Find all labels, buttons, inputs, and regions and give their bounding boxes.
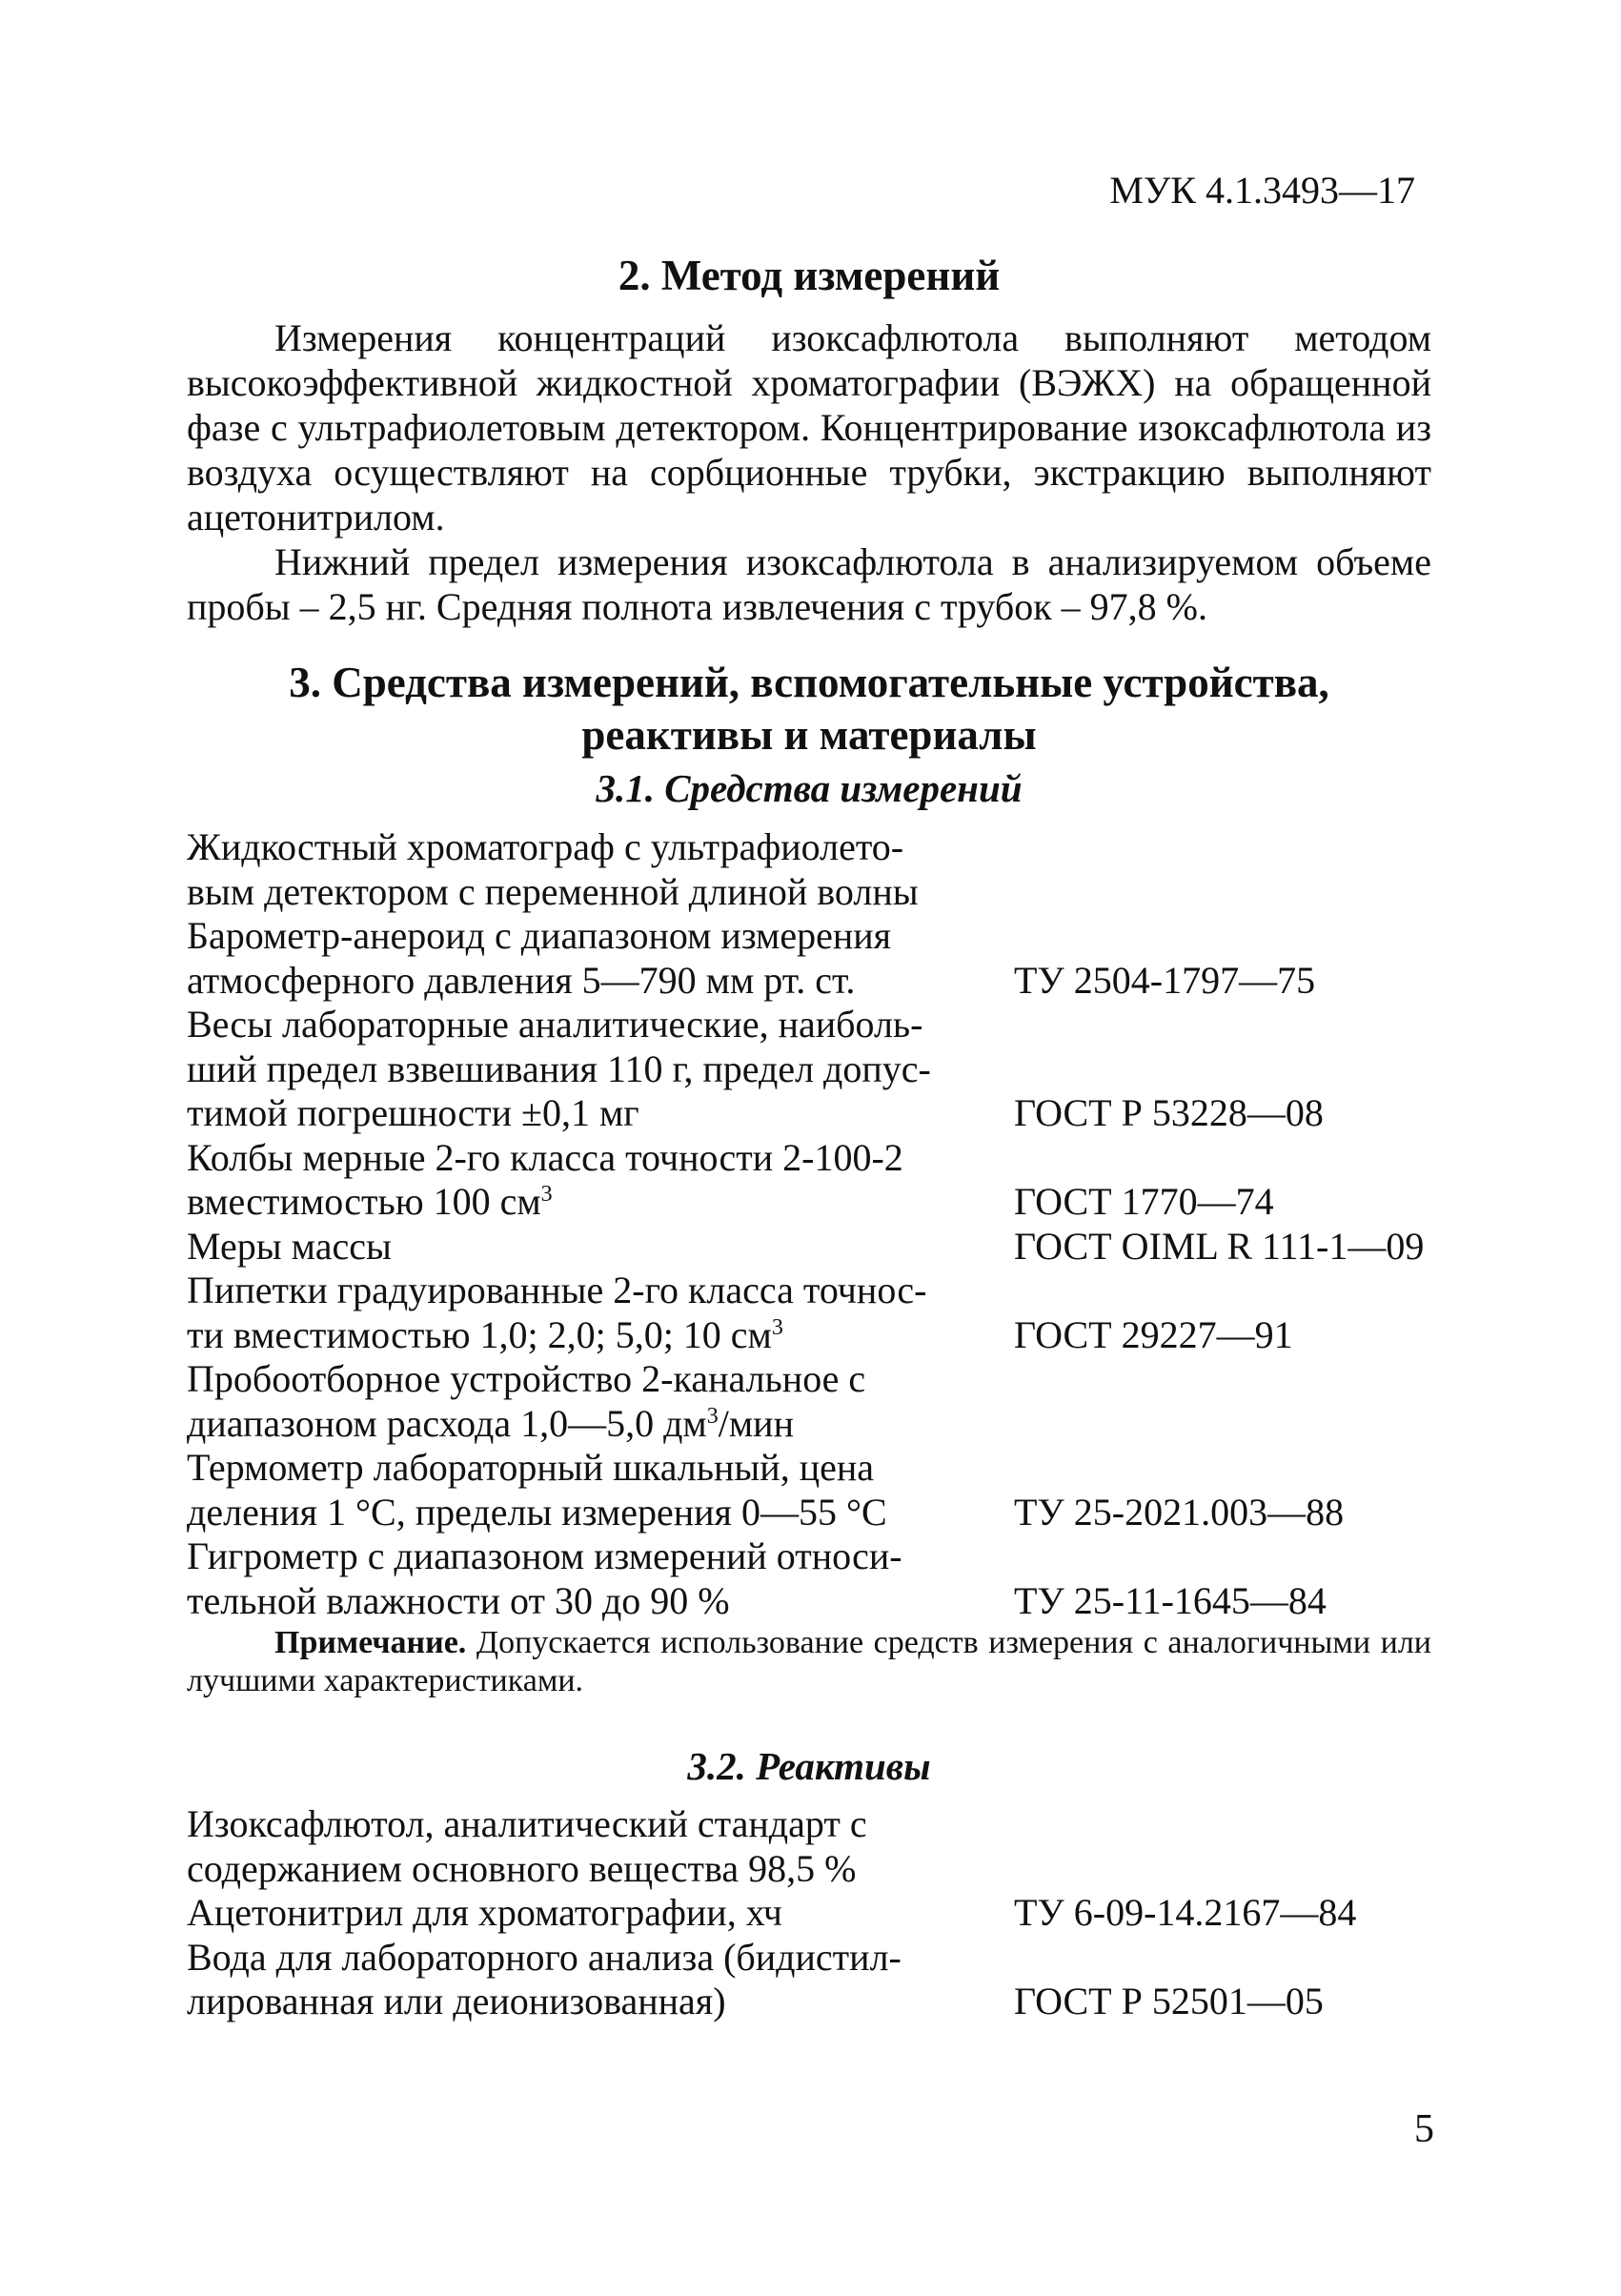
list-item bbox=[187, 1225, 1483, 1270]
item-standard: ТУ 6-09-14.2167—84 bbox=[1014, 1891, 1357, 1934]
subsection-3-2-title: 3.2. Реактивы bbox=[687, 1744, 931, 1788]
item-name: Меры массы bbox=[187, 1224, 392, 1268]
list-item bbox=[187, 825, 1483, 914]
document-code: МУК 4.1.3493—17 bbox=[1109, 169, 1415, 212]
item-standard: ГОСТ Р 52501—05 bbox=[1014, 1980, 1324, 2022]
item-name: Колбы мерные 2-го класса точности 2-100-2 вместимостью 100 $см^3$ bbox=[187, 1135, 903, 1223]
section-3-title-line-1: 3. Средства измерений, вспомогательные устройства, bbox=[289, 659, 1329, 706]
list-item bbox=[187, 1136, 1483, 1225]
item-name: Пробоотборное устройство 2-канальное с диапазоном расхода 1,0—5,0 $дм^3$/мин bbox=[187, 1357, 866, 1445]
list-item bbox=[187, 1891, 1483, 1936]
item-standard: ТУ 25-11-1645—84 bbox=[1014, 1578, 1327, 1622]
item-standard: ТУ 25-2021.003—88 bbox=[1014, 1490, 1345, 1534]
list-item bbox=[187, 1269, 1483, 1357]
list-item bbox=[187, 1534, 1483, 1623]
section-2-paragraph-2: Нижний предел измерения изоксафлютола в анализируемом объеме пробы – 2,5 нг. Средняя полнота извлечения с трубок – 97,8 %. bbox=[187, 540, 1431, 628]
list-item bbox=[187, 1936, 1483, 2024]
section-2-title: 2. Метод измерений bbox=[618, 252, 1001, 299]
item-standard: ГОСТ OIML R 111-1—09 bbox=[1014, 1224, 1425, 1268]
item-standard: ГОСТ Р 53228—08 bbox=[1014, 1091, 1324, 1134]
note-text: Допускается использование средств измерения с аналогичными или лучшими характеристиками. bbox=[187, 1625, 1431, 1698]
page-number: 5 bbox=[1414, 2107, 1434, 2151]
note bbox=[187, 1624, 1431, 1700]
item-name: Вода для лабораторного анализа (бидистил- лированная или деионизованная) bbox=[187, 1935, 902, 2022]
list-item bbox=[187, 1003, 1483, 1136]
item-standard: ГОСТ 1770—74 bbox=[1014, 1180, 1274, 1223]
list-item bbox=[187, 1802, 1483, 1891]
section-3-title-line-2: реактивы и материалы bbox=[581, 711, 1037, 759]
item-name: Изоксафлютол, аналитический стандарт с содержанием основного вещества 98,5 % bbox=[187, 1802, 867, 1890]
item-standard: ГОСТ 29227—91 bbox=[1014, 1312, 1293, 1356]
item-name: Термометр лабораторный шкальный, цена деления 1 °С, пределы измерения 0—55 °С bbox=[187, 1446, 887, 1534]
item-standard: ТУ 2504-1797—75 bbox=[1014, 958, 1316, 1002]
item-name: Жидкостный хроматограф с ультрафиолето- вым детектором с переменной длиной волны bbox=[187, 825, 919, 913]
item-name: Гигрометр с диапазоном измерений относи- тельной влажности от 30 до 90 % bbox=[187, 1534, 902, 1622]
measuring-instruments-list bbox=[187, 825, 1483, 1623]
item-name: Весы лабораторные аналитические, наиболь- ший предел взвешивания 110 г, предел допус- тимой погрешности ±0,1 мг bbox=[187, 1003, 931, 1134]
list-item bbox=[187, 1446, 1483, 1534]
section-2-paragraph-1: Измерения концентраций изоксафлютола выполняют методом высокоэффективной жидкостной хроматографии (ВЭЖХ) на обращенной фазе с ультрафиолетовым детектором. Концентрирование изоксафлютола из воздуха осуществляют на сорбционные трубки, экстракцию выполняют ацетонитрилом. bbox=[187, 316, 1431, 538]
reagents-list bbox=[187, 1802, 1483, 2024]
item-name: Ацетонитрил для хроматографии, хч bbox=[187, 1891, 782, 1934]
subsection-3-1-title: 3.1. Средства измерений bbox=[596, 766, 1023, 810]
item-name: Барометр-анероид с диапазоном измерения атмосферного давления 5—790 мм рт. ст. bbox=[187, 914, 892, 1002]
item-name: Пипетки градуированные 2-го класса точнос- ти вместимостью 1,0; 2,0; 5,0; 10 $см^3$ bbox=[187, 1269, 927, 1356]
list-item bbox=[187, 914, 1483, 1003]
note-label: Примечание. bbox=[274, 1625, 467, 1660]
list-item bbox=[187, 1357, 1483, 1446]
